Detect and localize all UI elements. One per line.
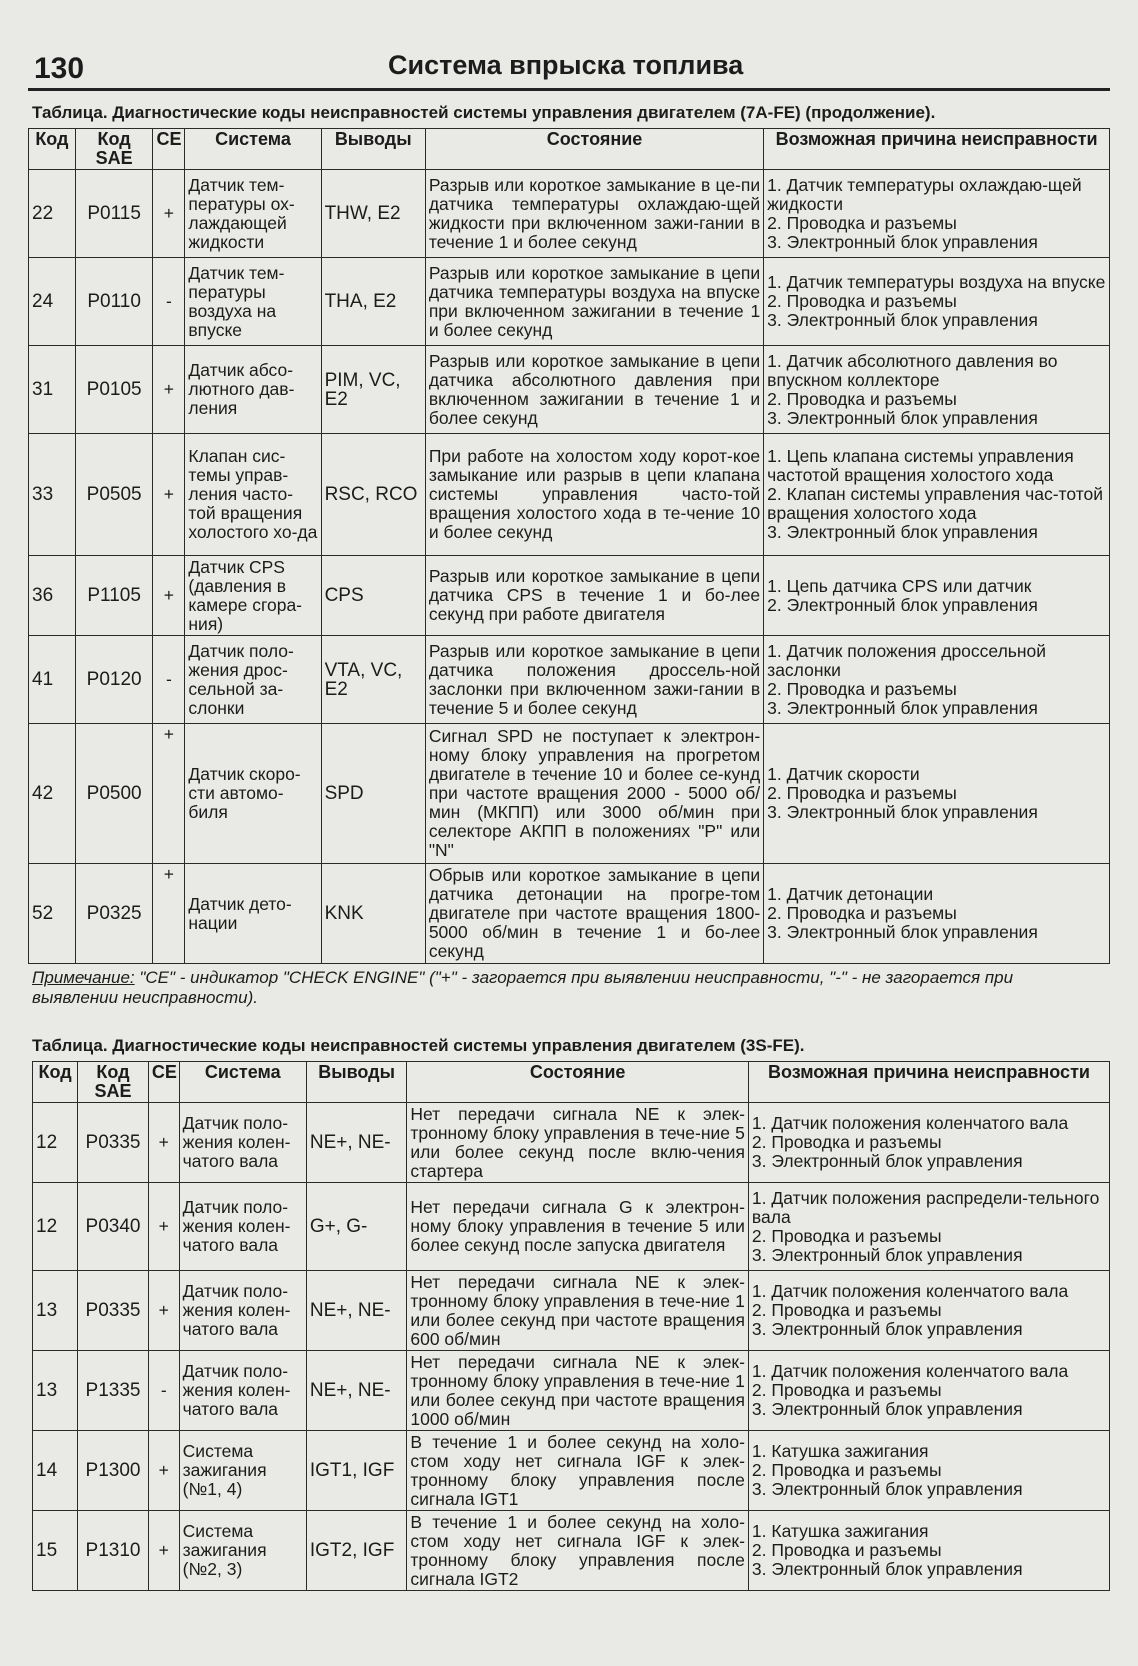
column-header-code: Код xyxy=(29,129,76,170)
sae-code-cell: P0115 xyxy=(75,170,153,258)
cause-cell xyxy=(748,1103,1109,1183)
column-header-ce: CE xyxy=(148,1062,179,1103)
cause-item: 1. Датчик положения дроссельной заслонки xyxy=(767,640,1047,680)
table-note xyxy=(32,968,1102,1008)
pins-cell: THA, E2 xyxy=(321,258,425,346)
ce-cell: - xyxy=(148,1351,179,1431)
sae-code-cell: P0105 xyxy=(75,346,153,434)
pins-cell: RSC, RCO xyxy=(321,434,425,556)
system-cell: Датчик дето-нации xyxy=(185,864,321,964)
note-text: "CE" - индикатор "CHECK ENGINE" ("+" - загорается при выявлении неисправности, "-" - не загорается при выявлении неисправности). xyxy=(32,968,1014,1007)
table-row xyxy=(33,1271,1110,1351)
code-cell: 52 xyxy=(29,864,76,964)
cause-item: 3. Электронный блок управления xyxy=(767,407,1038,428)
table-1-title: Таблица. Диагностические коды неисправностей системы управления двигателем (7A-FE) (продолжение). xyxy=(32,103,936,122)
code-cell: 12 xyxy=(33,1103,78,1183)
state-cell: Нет передачи сигнала NE к элек-тронному блоку управления в тече-ние 5 или более секунд после вклю-чения стартера xyxy=(407,1103,749,1183)
code-cell: 13 xyxy=(33,1351,78,1431)
cause-item: 2. Проводка и разъемы xyxy=(767,783,957,803)
table-row xyxy=(29,346,1110,434)
system-cell: Датчик поло-жения колен-чатого вала xyxy=(179,1351,306,1431)
code-cell: 14 xyxy=(33,1431,78,1511)
column-header-state: Состояние xyxy=(425,129,763,170)
pins-cell: NE+, NE- xyxy=(306,1103,407,1183)
code-cell: 42 xyxy=(29,724,76,864)
code-cell: 24 xyxy=(29,258,76,346)
system-cell: Датчик поло-жения колен-чатого вала xyxy=(179,1183,306,1271)
ce-cell: + xyxy=(148,1431,179,1511)
system-cell: Клапан сис-темы управ-ления часто-той вращения холостого хо-да xyxy=(185,434,321,556)
sae-code-cell: P1105 xyxy=(75,556,153,636)
column-header-pins: Выводы xyxy=(306,1062,407,1103)
pins-cell: THW, E2 xyxy=(321,170,425,258)
system-cell: Система зажигания (№1, 4) xyxy=(179,1431,306,1511)
system-cell: Датчик поло-жения колен-чатого вала xyxy=(179,1271,306,1351)
state-cell: Обрыв или короткое замыкание в цепи датчика детонации на прогре-том двигателе при частоте вращения 1800-5000 об/мин в течение 1 и бо-лее секунд xyxy=(425,864,763,964)
cause-cell xyxy=(764,724,1110,864)
system-cell: Датчик CPS (давления в камере сгора-ния) xyxy=(185,556,321,636)
state-cell: Разрыв или короткое замыкание в цепи датчика положения дроссель-ной заслонки при включенном зажи-гании в течение 5 и более секунд xyxy=(425,636,763,724)
column-header-sae: Код SAE xyxy=(78,1062,149,1103)
sae-code-cell: P0325 xyxy=(75,864,153,964)
column-header-system: Система xyxy=(179,1062,306,1103)
ce-cell: + xyxy=(153,556,185,636)
ce-cell: + xyxy=(153,346,185,434)
cause-item: 2. Клапан системы управления час-тотой вращения холостого хода xyxy=(767,484,1104,523)
system-cell: Система зажигания (№2, 3) xyxy=(179,1511,306,1591)
pins-cell: VTA, VC, E2 xyxy=(321,636,425,724)
sae-code-cell: P0335 xyxy=(78,1271,149,1351)
cause-cell xyxy=(748,1271,1109,1351)
column-header-pins: Выводы xyxy=(321,129,425,170)
cause-cell xyxy=(764,434,1110,556)
cause-item: 3. Электронный блок управления xyxy=(767,231,1038,252)
cause-item: 1. Датчик скорости xyxy=(767,764,920,784)
dtc-table-3s-fe xyxy=(32,1061,1110,1591)
table-row xyxy=(29,258,1110,346)
code-cell: 41 xyxy=(29,636,76,724)
cause-item: 1. Датчик температуры воздуха на впуске xyxy=(767,272,1106,292)
sae-code-cell: P0500 xyxy=(75,724,153,864)
pins-cell: SPD xyxy=(321,724,425,864)
cause-item: 3. Электронный блок управления xyxy=(751,1479,1023,1499)
cause-item: 2. Проводка и разъемы xyxy=(767,291,957,311)
column-header-system: Система xyxy=(185,129,321,170)
state-cell: Разрыв или короткое замыкание в це-пи датчика температуры охлаждаю-щей жидкости при включенном зажи-гании в течение 1 и более секунд xyxy=(425,170,763,258)
pins-cell: KNK xyxy=(321,864,425,964)
system-cell: Датчик поло-жения колен-чатого вала xyxy=(179,1103,306,1183)
ce-cell: + xyxy=(148,1183,179,1271)
table-row xyxy=(29,724,1110,864)
state-cell: В течение 1 и более секунд на холо-стом ходу нет сигнала IGF к элек-тронному блоку управления после сигнала IGT2 xyxy=(407,1511,749,1591)
cause-item: 2. Проводка и разъемы xyxy=(751,1300,942,1320)
table-row xyxy=(33,1431,1110,1511)
cause-item: 1. Датчик абсолютного давления во впускном коллекторе xyxy=(767,350,1058,390)
cause-item: 2. Проводка и разъемы xyxy=(767,212,957,233)
code-cell: 13 xyxy=(33,1271,78,1351)
state-cell: Сигнал SPD не поступает к электрон-ному блоку управления на прогретом двигателе в течение 10 и более се-кунд при частоте вращения 2000 - 5000 об/мин (МКПП) или 3000 об/мин при селекторе АКПП в положениях "P" или "N" xyxy=(425,724,763,864)
ce-cell: + xyxy=(153,724,185,864)
table-row xyxy=(29,556,1110,636)
pins-cell: G+, G- xyxy=(306,1183,407,1271)
sae-code-cell: P0110 xyxy=(75,258,153,346)
sae-code-cell: P1335 xyxy=(78,1351,149,1431)
cause-item: 3. Электронный блок управления xyxy=(751,1399,1023,1419)
page-title: Система впрыска топлива xyxy=(388,50,744,80)
table-row xyxy=(33,1511,1110,1591)
pins-cell: IGT2, IGF xyxy=(306,1511,407,1591)
sae-code-cell: P0335 xyxy=(78,1103,149,1183)
cause-item: 1. Цепь датчика CPS или датчик xyxy=(767,575,1032,596)
cause-item: 2. Проводка и разъемы xyxy=(751,1132,942,1152)
state-cell: Разрыв или короткое замыкание в цепи датчика абсолютного давления при включенном зажигании в течение 1 и более секунд xyxy=(425,346,763,434)
column-header-sae: Код SAE xyxy=(75,129,153,170)
state-cell: Нет передачи сигнала G к электрон-ному блоку управления в течение 5 или более секунд после запуска двигателя xyxy=(407,1183,749,1271)
cause-item: 2. Проводка и разъемы xyxy=(751,1540,942,1560)
cause-item: 1. Датчик положения распредели-тельного вала xyxy=(751,1187,1100,1227)
table-row xyxy=(33,1351,1110,1431)
cause-item: 1. Датчик температуры охлаждаю-щей жидкости xyxy=(767,174,1082,214)
column-header-ce: CE xyxy=(153,129,185,170)
column-header-cause: Возможная причина неисправности xyxy=(764,129,1110,170)
system-cell: Датчик поло-жения дрос-сельной за-слонки xyxy=(185,636,321,724)
sae-code-cell: P0120 xyxy=(75,636,153,724)
cause-item: 1. Датчик положения коленчатого вала xyxy=(751,1281,1069,1301)
state-cell: При работе на холостом ходу корот-кое замыкание или разрыв в цепи клапана системы управления часто-той вращения холостого хода в те-чение 10 и более секунд xyxy=(425,434,763,556)
system-cell: Датчик абсо-лютного дав-ления xyxy=(185,346,321,434)
cause-item: 3. Электронный блок управления xyxy=(767,697,1038,718)
cause-item: 2. Проводка и разъемы xyxy=(751,1380,942,1400)
cause-item: 1. Датчик положения коленчатого вала xyxy=(751,1113,1069,1133)
cause-item: 3. Электронный блок управления xyxy=(767,522,1038,542)
state-cell: Нет передачи сигнала NE к элек-тронному блоку управления в тече-ние 1 или более секунд при частоте вращения 1000 об/мин xyxy=(407,1351,749,1431)
ce-cell: - xyxy=(153,258,185,346)
cause-item: 2. Проводка и разъемы xyxy=(751,1460,942,1480)
page xyxy=(28,40,1110,1591)
system-cell: Датчик тем-пературы ох-лаждающей жидкости xyxy=(185,170,321,258)
ce-cell: + xyxy=(148,1271,179,1351)
cause-item: 3. Электронный блок управления xyxy=(751,1151,1023,1171)
cause-item: 2. Проводка и разъемы xyxy=(767,678,957,699)
cause-cell xyxy=(764,346,1110,434)
cause-item: 3. Электронный блок управления xyxy=(751,1559,1023,1579)
ce-cell: - xyxy=(153,636,185,724)
sae-code-cell: P0505 xyxy=(75,434,153,556)
cause-item: 1. Катушка зажигания xyxy=(751,1521,929,1541)
ce-cell: + xyxy=(148,1511,179,1591)
code-cell: 31 xyxy=(29,346,76,434)
sae-code-cell: P1310 xyxy=(78,1511,149,1591)
cause-cell xyxy=(748,1183,1109,1271)
code-cell: 15 xyxy=(33,1511,78,1591)
cause-item: 2. Проводка и разъемы xyxy=(751,1225,942,1246)
cause-item: 3. Электронный блок управления xyxy=(767,802,1038,822)
cause-cell xyxy=(764,258,1110,346)
table-2-title: Таблица. Диагностические коды неисправностей системы управления двигателем (3S-FE). xyxy=(32,1036,805,1055)
column-header-cause: Возможная причина неисправности xyxy=(748,1062,1109,1103)
state-cell: В течение 1 и более секунд на холо-стом ходу нет сигнала IGF к элек-тронному блоку управления после сигнала IGT1 xyxy=(407,1431,749,1511)
cause-item: 3. Электронный блок управления xyxy=(751,1319,1023,1339)
pins-cell: PIM, VC, E2 xyxy=(321,346,425,434)
state-cell: Разрыв или короткое замыкание в цепи датчика температуры воздуха на впуске при включенном зажигании в течение 1 и более секунд xyxy=(425,258,763,346)
system-cell: Датчик скоро-сти автомо-биля xyxy=(185,724,321,864)
column-header-state: Состояние xyxy=(407,1062,749,1103)
ce-cell: + xyxy=(153,170,185,258)
cause-item: 2. Электронный блок управления xyxy=(767,594,1038,615)
cause-item: 2. Проводка и разъемы xyxy=(767,388,957,409)
table-row xyxy=(33,1183,1110,1271)
system-cell: Датчик тем-пературы воздуха на впуске xyxy=(185,258,321,346)
dtc-table-7a-fe xyxy=(28,128,1110,964)
pins-cell: IGT1, IGF xyxy=(306,1431,407,1511)
cause-item: 3. Электронный блок управления xyxy=(751,1244,1023,1265)
cause-item: 3. Электронный блок управления xyxy=(767,310,1038,330)
cause-cell xyxy=(764,864,1110,964)
table-row xyxy=(29,864,1110,964)
sae-code-cell: P1300 xyxy=(78,1431,149,1511)
cause-cell xyxy=(764,556,1110,636)
note-label: Примечание: xyxy=(32,968,135,987)
state-cell: Разрыв или короткое замыкание в цепи датчика CPS в течение 1 и бо-лее секунд при работе двигателя xyxy=(425,556,763,636)
cause-item: 2. Проводка и разъемы xyxy=(767,903,957,923)
code-cell: 12 xyxy=(33,1183,78,1271)
ce-cell: + xyxy=(153,864,185,964)
table-header-row xyxy=(29,129,1110,170)
ce-cell: + xyxy=(148,1103,179,1183)
table-row xyxy=(29,636,1110,724)
ce-cell: + xyxy=(153,434,185,556)
cause-cell xyxy=(748,1511,1109,1591)
cause-cell xyxy=(748,1351,1109,1431)
cause-item: 1. Катушка зажигания xyxy=(751,1441,929,1461)
table-row xyxy=(33,1103,1110,1183)
cause-cell xyxy=(764,170,1110,258)
page-number: 130 xyxy=(34,52,85,85)
code-cell: 33 xyxy=(29,434,76,556)
code-cell: 22 xyxy=(29,170,76,258)
cause-item: 3. Электронный блок управления xyxy=(767,922,1038,942)
cause-cell xyxy=(764,636,1110,724)
table-row xyxy=(29,170,1110,258)
cause-cell xyxy=(748,1431,1109,1511)
table-row xyxy=(29,434,1110,556)
column-header-code: Код xyxy=(33,1062,78,1103)
cause-item: 1. Датчик положения коленчатого вала xyxy=(751,1361,1069,1381)
pins-cell: NE+, NE- xyxy=(306,1351,407,1431)
pins-cell: CPS xyxy=(321,556,425,636)
code-cell: 36 xyxy=(29,556,76,636)
table-header-row xyxy=(33,1062,1110,1103)
state-cell: Нет передачи сигнала NE к элек-тронному блоку управления в тече-ние 1 или более секунд при частоте вращения 600 об/мин xyxy=(407,1271,749,1351)
pins-cell: NE+, NE- xyxy=(306,1271,407,1351)
sae-code-cell: P0340 xyxy=(78,1183,149,1271)
cause-item: 1. Цепь клапана системы управления частотой вращения холостого хода xyxy=(767,446,1074,485)
cause-item: 1. Датчик детонации xyxy=(767,884,934,904)
page-header xyxy=(28,40,1110,91)
